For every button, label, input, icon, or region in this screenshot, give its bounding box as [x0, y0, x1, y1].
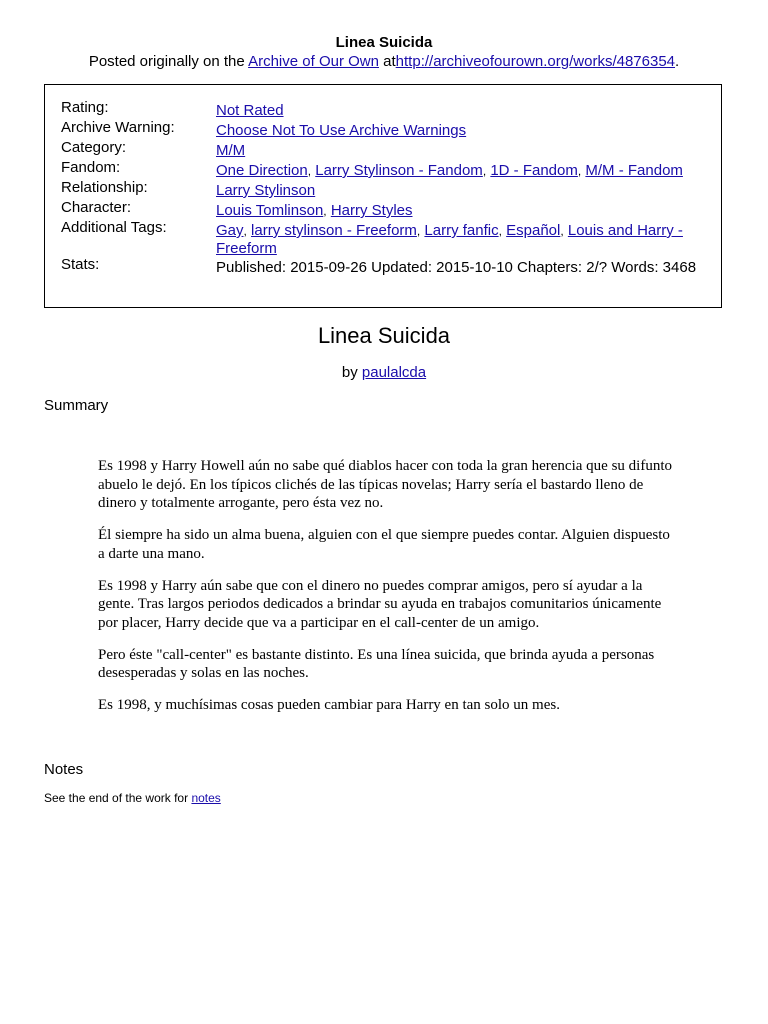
fandom-label: Fandom:: [61, 159, 121, 176]
stats-label: Stats:: [61, 256, 100, 273]
separator: ,: [560, 224, 564, 238]
posted-prefix: Posted originally on the: [88, 53, 245, 70]
posted-end-punct: .: [675, 53, 680, 70]
summary-paragraph: Es 1998 y Harry aún sabe que con el dinero no puedes comprar amigos, pero sí ayudar a la gente. Tras largos periodos dedicados a brindar su ayuda en trabajos comunitarios únicamente por placer, Harry decide que va a participar en el call-center de un amigo.: [98, 577, 662, 631]
separator: ,: [307, 164, 312, 178]
notes-text-prefix: See the end of the work for: [44, 791, 189, 805]
summary-paragraph: Él siempre ha sido un alma buena, alguien con el que siempre puedes contar. Alguien dispuesto a darte una mano.: [98, 527, 670, 562]
tag-link[interactable]: Larry fanfic: [424, 222, 499, 239]
at-text: at: [383, 53, 396, 70]
summary-paragraph: Pero éste "call-center" es bastante distinto. Es una línea suicida, que brinda ayuda a personas desesperadas y solas en las noches.: [98, 646, 655, 681]
character-link[interactable]: Louis Tomlinson: [216, 202, 324, 219]
notes-heading: Notes: [44, 761, 84, 778]
separator: ,: [577, 164, 582, 178]
work-title: Linea Suicida: [317, 323, 451, 348]
separator: ,: [416, 224, 421, 238]
summary-paragraph: Es 1998 y Harry Howell aún no sabe qué diablos hacer con toda la gran herencia que su difunto abuelo le dejó. En los típicos clichés de las típicas novelas; Harry sería el bastardo lleno de dinero y totalmente arrogante, pero ésta vez no.: [98, 458, 672, 511]
stats-value: Published: 2015-09-26 Updated: 2015-10-10 Chapters: 2/? Words: 3468: [216, 259, 697, 276]
document-title: Linea Suicida: [335, 34, 433, 51]
rating-label: Rating:: [61, 99, 109, 116]
tags-label: Additional Tags:: [61, 219, 167, 236]
separator: ,: [243, 224, 247, 238]
notes-text: [44, 791, 221, 806]
separator: ,: [482, 164, 487, 178]
fandom-link[interactable]: One Direction: [216, 162, 308, 179]
relationship-value: [216, 182, 711, 199]
fandom-link[interactable]: M/M - Fandom: [585, 162, 683, 179]
tag-link[interactable]: larry stylinson - Freeform: [251, 222, 417, 239]
tag-link[interactable]: Louis and Harry - Freeform: [216, 222, 683, 257]
rating-link[interactable]: Not Rated: [216, 102, 284, 119]
relationship-label: Relationship:: [61, 179, 148, 196]
character-label: Character:: [61, 199, 132, 216]
by-prefix: by: [341, 364, 358, 381]
separator: ,: [498, 224, 502, 238]
warning-label: Archive Warning:: [61, 119, 175, 136]
warning-value: [216, 122, 711, 139]
notes-link[interactable]: notes: [191, 791, 221, 805]
category-link[interactable]: M/M: [216, 142, 246, 159]
tag-link[interactable]: Español: [506, 222, 561, 239]
summary-paragraph: Es 1998, y muchísimas cosas pueden cambiar para Harry en tan solo un mes.: [98, 697, 560, 713]
summary-heading: Summary: [44, 397, 109, 414]
author-link[interactable]: paulalcda: [361, 364, 427, 381]
metadata-box: [44, 84, 722, 308]
relationship-link[interactable]: Larry Stylinson: [216, 182, 316, 199]
document-header: [0, 34, 768, 72]
tags-value: [216, 222, 711, 257]
tag-link[interactable]: Gay: [216, 222, 244, 239]
rating-value: [216, 102, 711, 119]
byline: [0, 364, 768, 382]
separator: ,: [323, 204, 327, 218]
warning-link[interactable]: Choose Not To Use Archive Warnings: [216, 122, 467, 139]
archive-link[interactable]: Archive of Our Own: [248, 53, 379, 70]
fandom-link[interactable]: 1D - Fandom: [490, 162, 578, 179]
summary-body: [98, 457, 678, 728]
category-label: Category:: [61, 139, 127, 156]
character-value: [216, 202, 711, 220]
posted-line: [0, 52, 768, 72]
character-link[interactable]: Harry Styles: [330, 202, 413, 219]
category-value: [216, 142, 711, 159]
fandom-value: [216, 162, 711, 180]
work-url-link[interactable]: http://archiveofourown.org/works/4876354: [395, 53, 676, 70]
fandom-link[interactable]: Larry Stylinson - Fandom: [315, 162, 483, 179]
